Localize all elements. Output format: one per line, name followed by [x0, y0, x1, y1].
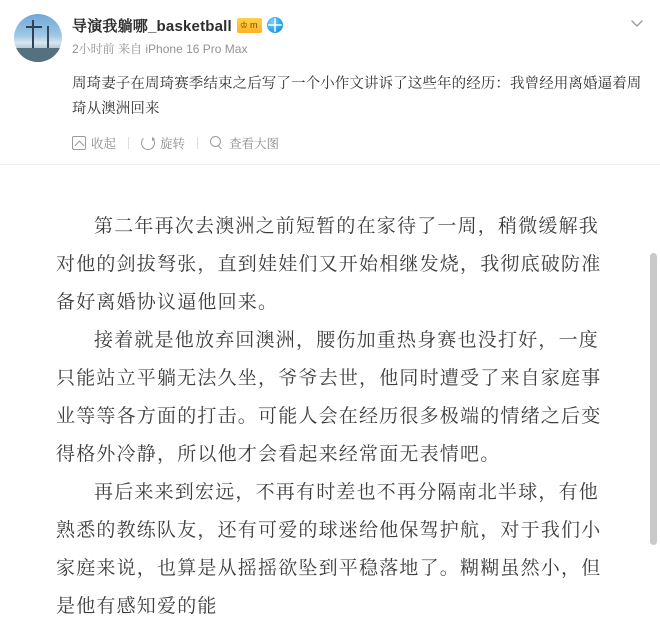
- avatar-art-ground: [14, 48, 62, 62]
- action-bar: [0, 122, 660, 164]
- vip-badge-label: m: [250, 19, 258, 30]
- author-name[interactable]: 导演我躺哪_basketball: [72, 17, 232, 35]
- post-image-long-text[interactable]: [0, 165, 660, 617]
- avatar-art-pole-2: [47, 26, 49, 50]
- collapse-icon: [72, 136, 86, 150]
- scrollbar-thumb[interactable]: [650, 253, 657, 545]
- view-large-label: 查看大图: [229, 137, 280, 151]
- post-source-prefix: 来自: [118, 42, 143, 56]
- zoom-icon: [210, 136, 224, 150]
- post-header-details: [72, 14, 646, 62]
- post-header: [0, 0, 660, 62]
- collapse-button[interactable]: [72, 134, 116, 152]
- long-text-body: [56, 207, 604, 617]
- post-content: 周琦妻子在周琦赛季结束之后写了一个小作文讲诉了这些年的经历：我曾经用离婚逼着周琦从澳洲回来: [72, 76, 642, 117]
- rotate-label: 旋转: [160, 137, 186, 151]
- long-text-paragraph: 第二年再次去澳洲之前短暂的在家待了一周，稍微缓解我对他的剑拔弩张，直到娃娃们又开始相继发烧，我彻底破防准备好离婚协议逼他回来。: [56, 215, 602, 313]
- long-text-paragraph: 接着就是他放弃回澳洲，腰伤加重热身赛也没打好，一度只能站立平躺无法久坐，爷爷去世，他同时遭受了来自家庭事业等等各方面的打击。可能人会在经历很多极端的情绪之后变得格外冷静，所以他才会看起来经常面无表情吧。: [56, 329, 602, 465]
- post-time: 2小时前: [72, 42, 115, 56]
- globe-icon[interactable]: [267, 17, 283, 33]
- vip-badge[interactable]: [237, 18, 262, 33]
- post-meta: [72, 41, 646, 57]
- post-source: iPhone 16 Pro Max: [145, 42, 248, 56]
- view-large-button[interactable]: [210, 134, 279, 152]
- avatar[interactable]: [14, 14, 62, 62]
- avatar-art-crossbar: [26, 26, 42, 28]
- rotate-icon: [141, 136, 155, 150]
- author-row: [72, 14, 646, 36]
- crown-icon: ♔: [239, 19, 248, 30]
- rotate-button[interactable]: [141, 134, 185, 152]
- action-divider-2: [197, 137, 198, 149]
- chevron-down-icon[interactable]: [630, 16, 644, 30]
- collapse-label: 收起: [91, 137, 117, 151]
- long-text-paragraph: 再后来来到宏远，不再有时差也不再分隔南北半球，有他熟悉的教练队友，还有可爱的球迷给他保驾护航，对于我们小家庭来说，也算是从摇摇欲坠到平稳落地了。糊糊虽然小，但是他有感知爱的能: [56, 481, 602, 617]
- avatar-art-pole: [32, 20, 34, 50]
- action-divider-1: [128, 137, 129, 149]
